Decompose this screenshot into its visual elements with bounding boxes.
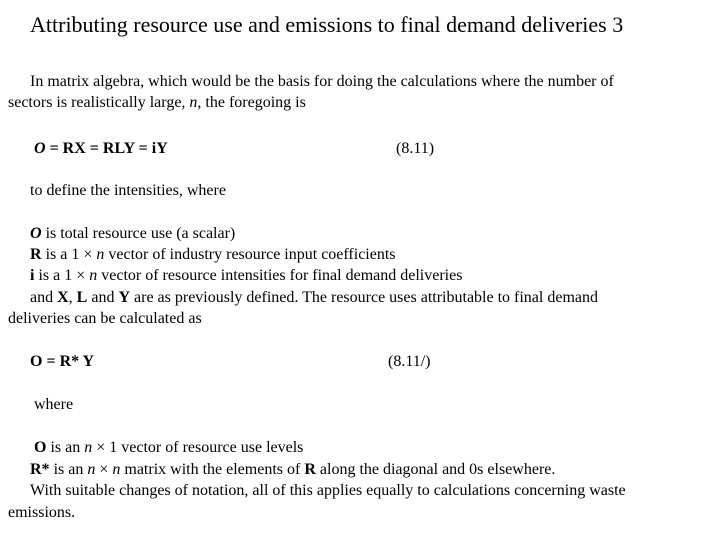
- closing-line-2: emissions.: [8, 504, 76, 521]
- n-symbol: n: [96, 246, 105, 263]
- n-symbol: n: [89, 267, 98, 284]
- text-segment: ,: [68, 289, 77, 306]
- equation-8-11: [34, 139, 168, 159]
- text-segment: is an: [46, 439, 85, 456]
- def-symbol: O: [30, 225, 42, 242]
- text-segment: and: [87, 289, 119, 306]
- and-line-1: [30, 288, 598, 308]
- def-i: [30, 266, 462, 286]
- text-segment: × 1 vector of resource use levels: [92, 439, 304, 456]
- text-segment: are as previously defined. The resource uses attributable to final demand: [130, 289, 598, 306]
- text-segment: is an: [49, 461, 88, 478]
- eq-lhs: O: [34, 140, 46, 157]
- def-text: vector of resource intensities for final demand deliveries: [97, 267, 463, 284]
- equation-number: (8.11): [396, 140, 435, 157]
- intro-text: sectors is realistically large,: [8, 94, 190, 111]
- def-symbol: R: [30, 246, 42, 263]
- def-symbol: O: [34, 439, 47, 456]
- l-symbol: L: [76, 289, 88, 306]
- slide-title: Attributing resource use and emissions to final demand deliveries 3: [30, 12, 624, 37]
- n-symbol: n: [189, 94, 198, 111]
- def-o-vector: [34, 438, 303, 458]
- def-text: vector of industry resource input coefficients: [104, 246, 396, 263]
- def-text: is total resource use (a scalar): [41, 225, 236, 242]
- intro-line-1: In matrix algebra, which would be the basis for doing the calculations where the number of: [30, 73, 614, 90]
- eq-rhs: = RX = RLY = iY: [45, 140, 168, 157]
- def-text: is a 1 ×: [34, 267, 90, 284]
- n-symbol: n: [87, 461, 96, 478]
- def-r-star: [30, 460, 555, 480]
- text-segment: along the diagonal and 0s elsewhere.: [315, 461, 556, 478]
- def-symbol: R*: [30, 461, 50, 478]
- y-symbol: Y: [118, 289, 131, 306]
- text-segment: matrix with the elements of: [120, 461, 305, 478]
- n-symbol: n: [112, 461, 121, 478]
- n-symbol: n: [84, 439, 93, 456]
- intro-line-2: [8, 93, 306, 113]
- equation-8-11-prime: O = R* Y: [30, 353, 95, 370]
- where-line: where: [34, 396, 74, 413]
- define-line: to define the intensities, where: [30, 182, 226, 199]
- def-symbol: i: [30, 267, 35, 284]
- and-line-2: deliveries can be calculated as: [8, 310, 202, 327]
- closing-line-1: With suitable changes of notation, all of this applies equally to calculations concerning waste: [30, 482, 626, 499]
- intro-text: , the foregoing is: [197, 94, 306, 111]
- def-text: is a 1 ×: [41, 246, 97, 263]
- text-segment: and: [30, 289, 58, 306]
- x-symbol: X: [57, 289, 69, 306]
- def-o: [30, 224, 235, 244]
- text-segment: ×: [95, 461, 113, 478]
- equation-number-2: (8.11/): [388, 353, 431, 370]
- def-r: [30, 245, 396, 265]
- r-symbol: R: [304, 461, 316, 478]
